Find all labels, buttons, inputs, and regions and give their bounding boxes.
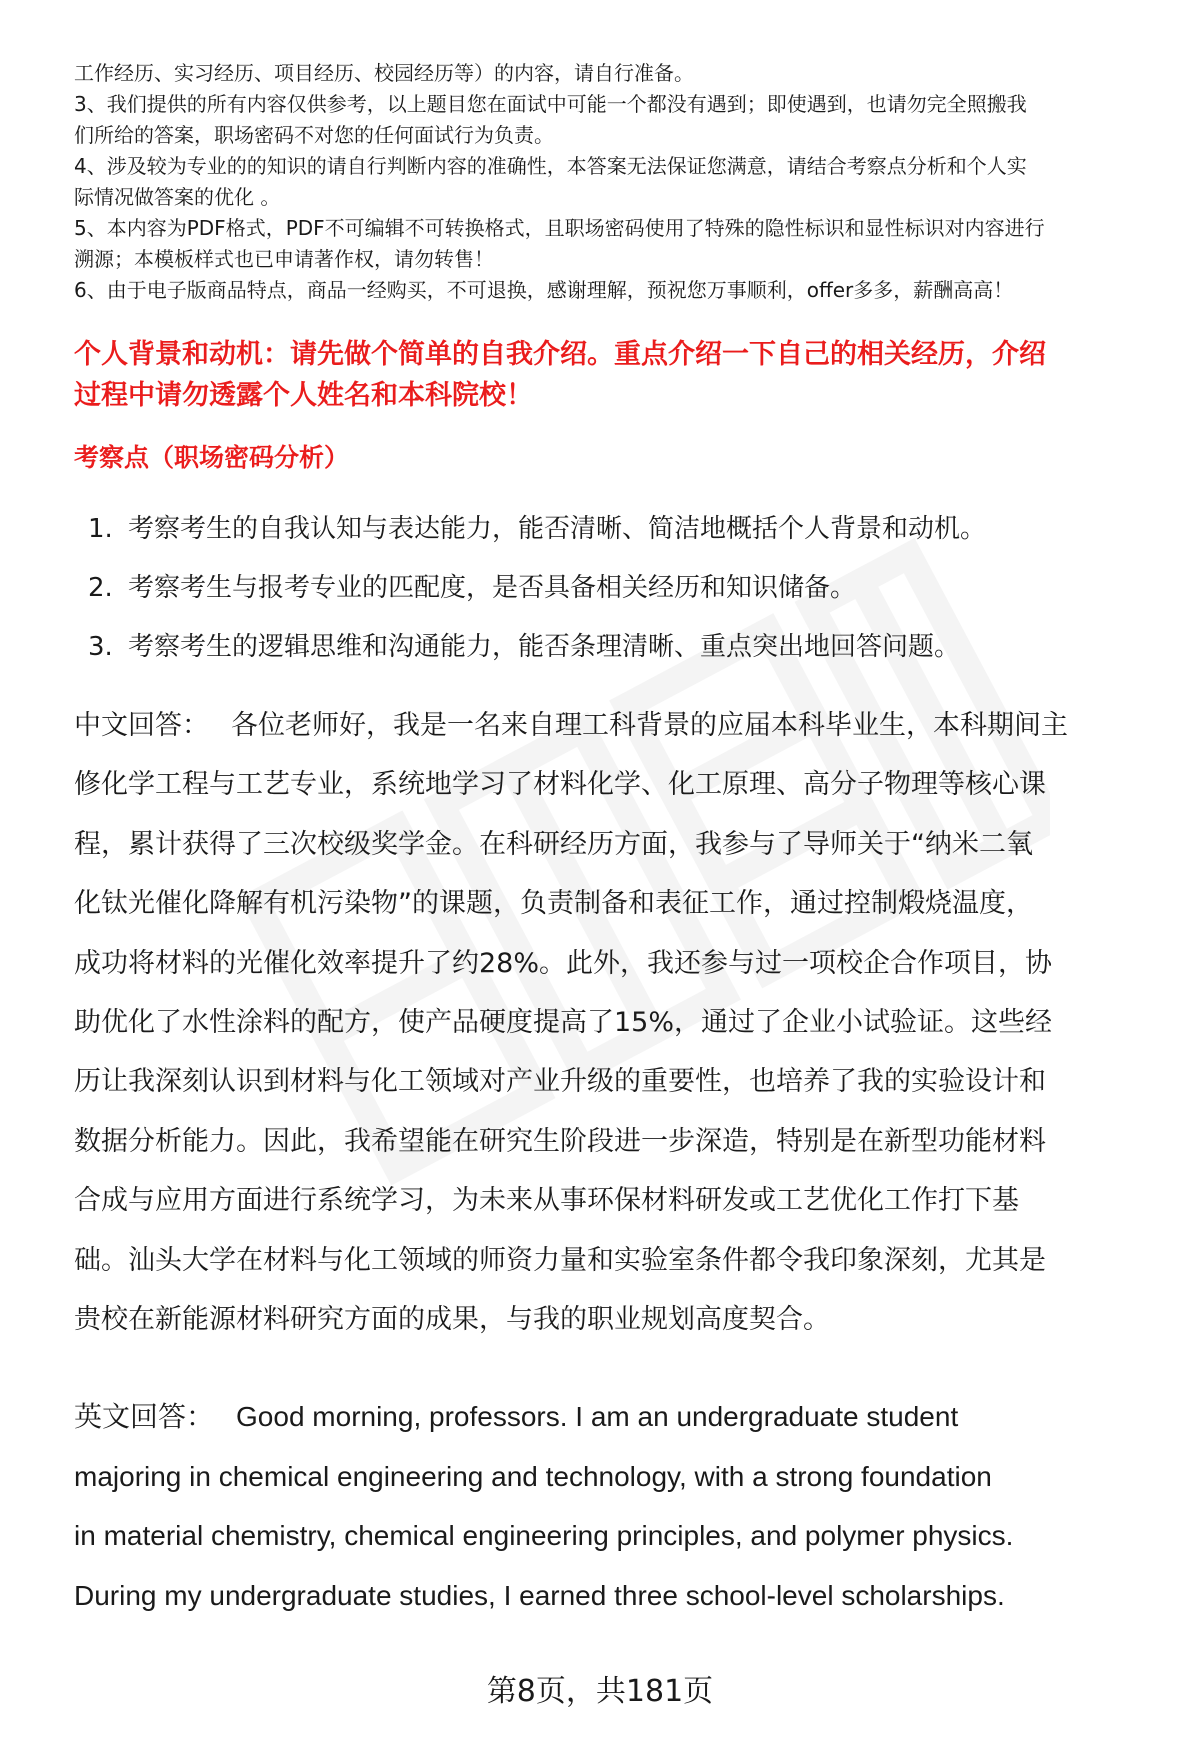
answer-line: [74, 1387, 1154, 1447]
note-line: 溯源；本模板样式也已申请著作权，请勿转售！: [74, 247, 494, 271]
answer-line: 程，累计获得了三次校级奖学金。在科研经历方面，我参与了导师关于“纳米二氧: [74, 828, 1033, 860]
list-text: 考察考生的逻辑思维和沟通能力，能否条理清晰、重点突出地回答问题。: [128, 632, 961, 662]
answer-line: [74, 696, 1154, 755]
list-item: [88, 569, 1154, 607]
assessment-points: [88, 510, 1154, 666]
answer-line: 贵校在新能源材料研究方面的成果，与我的职业规划高度契合。: [74, 1304, 830, 1336]
note-line: 们所给的答案，职场密码不对您的任何面试行为负责。: [74, 123, 554, 147]
answer-line: During my undergraduate studies, I earned three school-level scholarships.: [74, 1579, 1005, 1611]
list-item: [88, 510, 1154, 548]
list-item: [88, 628, 1154, 666]
notes-section: [74, 58, 1154, 306]
answer-line: majoring in chemical engineering and technology, with a strong foundation: [74, 1460, 992, 1492]
chinese-answer: [74, 696, 1154, 1349]
note-line: 4、涉及较为专业的的知识的请自行判断内容的准确性，本答案无法保证您满意，请结合考察点分析和个人实: [74, 154, 1027, 178]
list-text: 考察考生的自我认知与表达能力，能否清晰、简洁地概括个人背景和动机。: [128, 514, 987, 544]
note-line: 3、我们提供的所有内容仅供参考，以上题目您在面试中可能一个都没有遇到；即使遇到，也请勿完全照搬我: [74, 92, 1027, 116]
answer-text: 各位老师好，我是一名来自理工科背景的应届本科毕业生，本科期间主: [231, 710, 1068, 741]
question-line: 个人背景和动机：请先做个简单的自我介绍。重点介绍一下自己的相关经历，介绍: [74, 339, 1046, 370]
list-text: 考察考生与报考专业的匹配度，是否具备相关经历和知识储备。: [128, 573, 857, 603]
answer-text: Good morning, professors. I am an undergraduate student: [236, 1401, 959, 1433]
page-content: [74, 58, 1154, 1625]
note-line: 5、本内容为PDF格式，PDF不可编辑不可转换格式，且职场密码使用了特殊的隐性标识和显性标识对内容进行: [74, 216, 1045, 240]
note-line: 6、由于电子版商品特点，商品一经购买，不可退换，感谢理解，预祝您万事顺利，offer多多，薪酬高高！: [74, 278, 1014, 302]
answer-line: 础。汕头大学在材料与化工领域的师资力量和实验室条件都令我印象深刻，尤其是: [74, 1244, 1046, 1276]
note-line: 工作经历、实习经历、项目经历、校园经历等）的内容，请自行准备。: [74, 61, 694, 85]
assessment-heading: 考察点（职场密码分析）: [74, 443, 350, 472]
english-answer-label: 英文回答：: [74, 1401, 215, 1433]
answer-line: 成功将材料的光催化效率提升了约28%。此外，我还参与过一项校企合作项目，协: [74, 947, 1053, 979]
page-number: 第8页，共181页: [486, 1674, 714, 1709]
interview-question: [74, 334, 1154, 416]
answer-line: 合成与应用方面进行系统学习，为未来从事环保材料研发或工艺优化工作打下基: [74, 1185, 1019, 1217]
english-answer: [74, 1387, 1154, 1625]
chinese-answer-label: 中文回答：: [74, 710, 209, 741]
answer-line: 修化学工程与工艺专业，系统地学习了材料化学、化工原理、高分子物理等核心课: [74, 769, 1046, 801]
answer-line: 历让我深刻认识到材料与化工领域对产业升级的重要性，也培养了我的实验设计和: [74, 1066, 1046, 1098]
list-number: 1.: [88, 514, 113, 544]
answer-line: 助优化了水性涂料的配方，使产品硬度提高了15%，通过了企业小试验证。这些经: [74, 1007, 1053, 1039]
answer-line: in material chemistry, chemical engineering principles, and polymer physics.: [74, 1520, 1014, 1552]
answer-line: 数据分析能力。因此，我希望能在研究生阶段进一步深造，特别是在新型功能材料: [74, 1125, 1046, 1157]
list-number: 2.: [88, 573, 113, 603]
question-line: 过程中请勿透露个人姓名和本科院校！: [74, 380, 533, 411]
note-line: 际情况做答案的优化 。: [74, 185, 281, 209]
list-number: 3.: [88, 632, 113, 662]
answer-line: 化钛光催化降解有机污染物”的课题，负责制备和表征工作，通过控制煅烧温度，: [74, 888, 1033, 920]
